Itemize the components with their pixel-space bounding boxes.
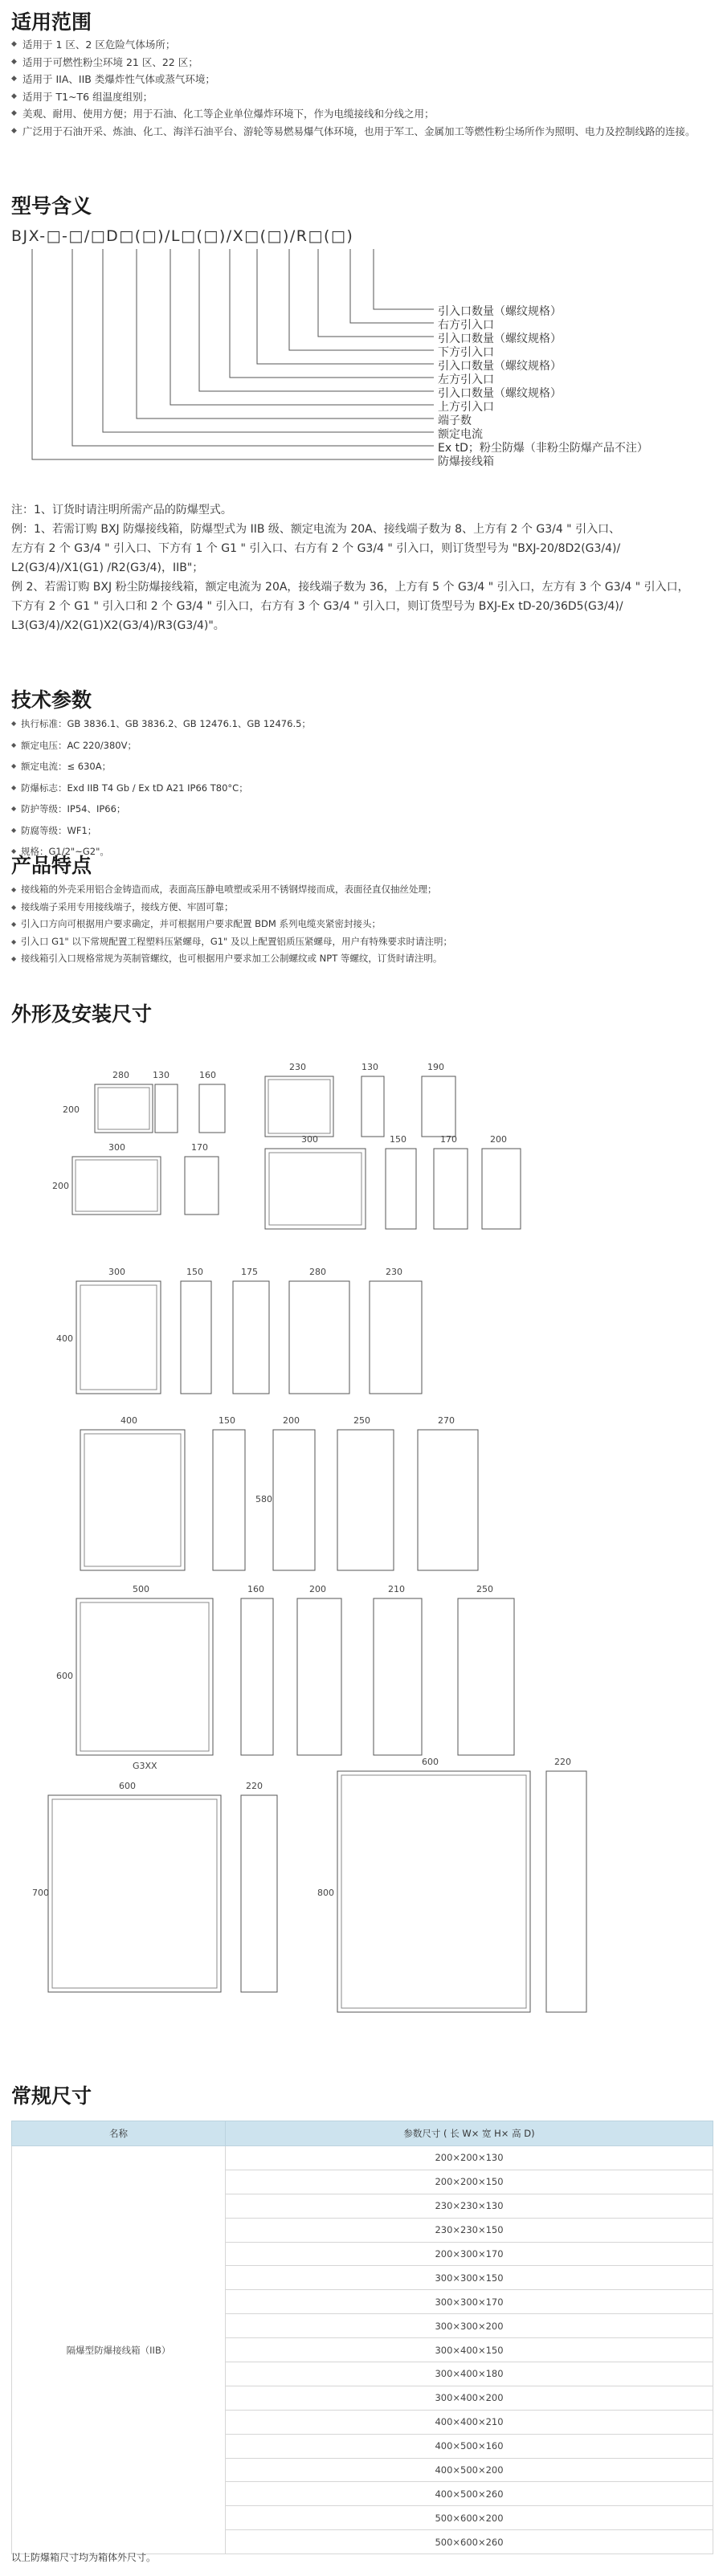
model-label: 引入口数量（螺纹规格） xyxy=(438,387,562,400)
dim-label: 400 xyxy=(56,1333,73,1344)
diamond-bullet-icon: ◆ xyxy=(11,783,17,791)
column-header-name: 名称 xyxy=(12,2121,226,2146)
section-title-outline: 外形及安装尺寸 xyxy=(11,1002,153,1026)
list-item: ◆ 规格：G1/2"~G2"。 xyxy=(11,841,311,863)
diamond-bullet-icon: ◆ xyxy=(11,762,17,770)
note-line: 例：1、若需订购 BXJ 防爆接线箱，防爆型式为 IIB 级、额定电流为 20A、接线端子数为 8、上方有 2 个 G3/4 " 引入口、 xyxy=(11,523,621,536)
dims-cell: 300×300×170 xyxy=(226,2290,713,2314)
dims-cell: 200×300×170 xyxy=(226,2242,713,2266)
dim-label: 500 xyxy=(133,1584,149,1594)
dim-label: 700 xyxy=(32,1888,49,1898)
model-label: Ex tD；粉尘防爆（非粉尘防爆产品不注） xyxy=(438,442,648,455)
dims-cell: 400×500×200 xyxy=(226,2458,713,2482)
dim-label: 200 xyxy=(490,1134,507,1145)
section-title-scope: 适用范围 xyxy=(11,10,92,34)
diamond-bullet-icon: ◆ xyxy=(11,109,17,117)
dim-label: 600 xyxy=(119,1781,136,1791)
list-item: ◆ 适用于 1 区、2 区危险气体场所； xyxy=(11,36,710,54)
order-notes xyxy=(11,500,718,635)
model-label: 引入口数量（螺纹规格） xyxy=(438,305,562,318)
section-title-features: 产品特点 xyxy=(11,854,92,877)
dim-label: 200 xyxy=(283,1415,300,1426)
dims-cell: 300×400×180 xyxy=(226,2362,713,2386)
model-label: 下方引入口 xyxy=(438,346,494,359)
dims-cell: 200×200×130 xyxy=(226,2146,713,2170)
product-name-cell: 隔爆型防爆接线箱（IIB） xyxy=(12,2146,226,2554)
list-item: ◆ 引入口 G1" 以下常规配置工程塑料压紧螺母，G1" 及以上配置铝质压紧螺母，用户有特殊要求时请注明； xyxy=(11,933,452,951)
model-code: BJX-□-□/□D□(□)/L□(□)/X□(□)/R□(□) xyxy=(11,227,354,245)
model-label: 额定电流 xyxy=(438,428,483,441)
diamond-bullet-icon: ◆ xyxy=(11,955,17,962)
dim-label: 150 xyxy=(390,1134,406,1145)
list-item: ◆ 防爆标志：Exd IIB T4 Gb / Ex tD A21 IP66 T80°C； xyxy=(11,778,311,799)
dim-label: 150 xyxy=(219,1415,235,1426)
list-item: ◆ 接线箱的外壳采用铝合金铸造而成，表面高压静电喷塑或采用不锈钢焊接而成，表面径直仅抽丝处理； xyxy=(11,881,452,899)
dim-label: 300 xyxy=(108,1267,125,1277)
scope-list xyxy=(11,36,710,140)
list-item: ◆ 美观、耐用、使用方便；用于石油、化工等企业单位爆炸环境下，作为电缆接线和分线之用； xyxy=(11,105,710,123)
section-title-tech: 技术参数 xyxy=(11,688,92,712)
model-label: 右方引入口 xyxy=(438,319,494,332)
dim-label: 400 xyxy=(120,1415,137,1426)
dim-label: 130 xyxy=(362,1062,378,1072)
list-item: ◆ 适用于 IIA、IIB 类爆炸性气体或蒸气环境； xyxy=(11,71,710,88)
sizes-table xyxy=(11,2121,713,2554)
diamond-bullet-icon: ◆ xyxy=(11,741,17,749)
model-label: 防爆接线箱 xyxy=(438,455,494,468)
list-item: ◆ 防腐等级：WF1； xyxy=(11,820,311,842)
diamond-bullet-icon: ◆ xyxy=(11,40,17,48)
dim-label: 230 xyxy=(386,1267,402,1277)
diamond-bullet-icon: ◆ xyxy=(11,57,17,66)
dims-cell: 230×230×130 xyxy=(226,2194,713,2218)
outline-drawings xyxy=(0,1044,723,2056)
dim-label: 280 xyxy=(112,1070,129,1080)
dim-label: 175 xyxy=(241,1267,258,1277)
diamond-bullet-icon: ◆ xyxy=(11,937,17,945)
dim-label: 230 xyxy=(289,1062,306,1072)
dim-label: 170 xyxy=(191,1142,208,1153)
diamond-bullet-icon: ◆ xyxy=(11,903,17,911)
dim-label: 190 xyxy=(427,1062,444,1072)
diamond-bullet-icon: ◆ xyxy=(11,826,17,834)
dims-cell: 500×600×200 xyxy=(226,2506,713,2530)
section-title-model: 型号含义 xyxy=(11,194,92,218)
note-line: L3(G3/4)/X2(G1)X2(G3/4)/R3(G3/4)"。 xyxy=(11,619,225,632)
diamond-bullet-icon: ◆ xyxy=(11,126,17,135)
dims-cell: 500×600×260 xyxy=(226,2530,713,2554)
dim-label: 300 xyxy=(108,1142,125,1153)
dims-cell: 400×400×210 xyxy=(226,2410,713,2434)
dim-label: 200 xyxy=(63,1104,80,1115)
note-line: 左方有 2 个 G3/4 " 引入口、下方有 1 个 G1 " 引入口、右方有 2 个 G3/4 " 引入口，则订货型号为 "BXJ-20/8D2(G3/4)/ xyxy=(11,542,621,555)
model-label: 端子数 xyxy=(438,414,472,427)
list-item: ◆ 适用于 T1~T6 组温度组别； xyxy=(11,88,710,106)
dims-cell: 300×300×150 xyxy=(226,2266,713,2290)
list-item: ◆ 接线箱引入口规格常规为英制管螺纹，也可根据用户要求加工公制螺纹或 NPT 等螺纹，订货时请注明。 xyxy=(11,950,452,968)
diamond-bullet-icon: ◆ xyxy=(11,886,17,893)
diamond-bullet-icon: ◆ xyxy=(11,805,17,812)
dim-label: 600 xyxy=(56,1671,73,1681)
dim-label: 130 xyxy=(153,1070,170,1080)
list-item: ◆ 接线端子采用专用接线端子，接线方便、牢固可靠； xyxy=(11,899,452,917)
dim-label: 170 xyxy=(440,1134,457,1145)
dim-label: 150 xyxy=(186,1267,203,1277)
dims-cell: 230×230×150 xyxy=(226,2218,713,2242)
dim-label: 280 xyxy=(309,1267,326,1277)
dim-label: 160 xyxy=(247,1584,264,1594)
tech-params-list xyxy=(11,713,311,863)
features-list xyxy=(11,881,452,968)
dim-label: 200 xyxy=(309,1584,326,1594)
dim-label: 600 xyxy=(422,1757,439,1767)
note-line: 注：1、订货时请注明所需产品的防爆型式。 xyxy=(11,504,232,516)
column-header-dims: 参数尺寸 ( 长 W× 宽 H× 高 D) xyxy=(226,2121,713,2146)
table-header-row xyxy=(12,2121,713,2146)
dim-label: 300 xyxy=(301,1134,318,1145)
model-label: 上方引入口 xyxy=(438,401,494,414)
list-item: ◆ 防护等级：IP54、IP66； xyxy=(11,798,311,820)
dims-cell: 300×300×200 xyxy=(226,2314,713,2338)
dim-label: 270 xyxy=(438,1415,455,1426)
dim-label: 250 xyxy=(353,1415,370,1426)
dim-label: G3XX xyxy=(133,1761,157,1771)
list-item: ◆ 适用于可燃性粉尘环境 21 区、22 区； xyxy=(11,54,710,71)
note-line: 下方有 2 个 G1 " 引入口和 2 个 G3/4 " 引入口，右方有 3 个 G3/4 " 引入口，则订货型号为 BXJ-Ex tD-20/36D5(G3/4)/ xyxy=(11,600,623,613)
diamond-bullet-icon: ◆ xyxy=(11,921,17,928)
list-item: ◆ 执行标准：GB 3836.1、GB 3836.2、GB 12476.1、GB 12476.5； xyxy=(11,713,311,735)
diamond-bullet-icon: ◆ xyxy=(11,847,17,855)
dim-label: 220 xyxy=(246,1781,263,1791)
note-line: L2(G3/4)/X1(G1) /R2(G3/4)，IIB"； xyxy=(11,561,204,574)
list-item: ◆ 引入口方向可根据用户要求确定，并可根据用户要求配置 BDM 系列电缆夹紧密封接头； xyxy=(11,916,452,933)
model-code-diagram xyxy=(0,237,723,502)
list-item: ◆ 额定电压：AC 220/380V； xyxy=(11,735,311,757)
dims-cell: 300×400×200 xyxy=(226,2386,713,2410)
dims-cell: 300×400×150 xyxy=(226,2338,713,2362)
note-line: 例 2、若需订购 BXJ 粉尘防爆接线箱，额定电流为 20A，接线端子数为 36，上方有 5 个 G3/4 " 引入口，左方有 3 个 G3/4 " 引入口， xyxy=(11,581,689,594)
dim-label: 580 xyxy=(255,1494,272,1504)
model-label: 引入口数量（螺纹规格） xyxy=(438,360,562,373)
model-label: 左方引入口 xyxy=(438,374,494,386)
list-item: ◆ 广泛用于石油开采、炼油、化工、海洋石油平台、游轮等易燃易爆气体环境，也用于军工、金属加工等燃性粉尘场所作为照明、电力及控制线路的连接。 xyxy=(11,123,710,141)
dim-label: 160 xyxy=(199,1070,216,1080)
table-row xyxy=(12,2146,713,2170)
dim-label: 200 xyxy=(52,1181,69,1191)
dim-label: 800 xyxy=(317,1888,334,1898)
section-title-sizes: 常规尺寸 xyxy=(11,2084,92,2108)
diamond-bullet-icon: ◆ xyxy=(11,720,17,727)
diamond-bullet-icon: ◆ xyxy=(11,92,17,100)
dim-label: 210 xyxy=(388,1584,405,1594)
model-label: 引入口数量（螺纹规格） xyxy=(438,333,562,345)
dims-cell: 400×500×260 xyxy=(226,2482,713,2506)
dim-label: 220 xyxy=(554,1757,571,1767)
diamond-bullet-icon: ◆ xyxy=(11,75,17,83)
footnote: 以上防爆箱尺寸均为箱体外尺寸。 xyxy=(11,2552,157,2563)
dims-cell: 200×200×150 xyxy=(226,2170,713,2194)
list-item: ◆ 额定电流：≤ 630A； xyxy=(11,756,311,778)
dims-cell: 400×500×160 xyxy=(226,2434,713,2458)
dim-label: 250 xyxy=(476,1584,493,1594)
